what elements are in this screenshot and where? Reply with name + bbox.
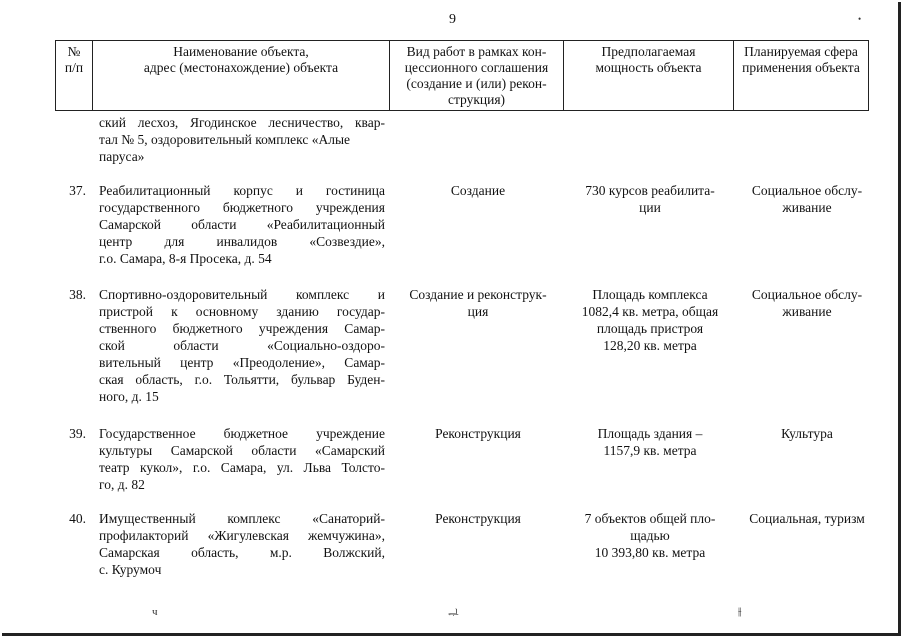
header-col-num: № п/п [56, 41, 93, 111]
row-capacity: Площадь комплекса 1082,4 кв. метра, общая площадь пристроя 128,20 кв. метра [581, 287, 719, 353]
row-object-name: Реабилитационный корпус и гостиница государственного бюджетного учреждения Самарской области «Реабилитационный центр для инвалидов «Созвездие», г.о. Самара, 8-я Просека, д. 54 [99, 183, 385, 266]
header-col-capacity: Предполагаемая мощность объекта [564, 41, 734, 111]
scan-mark: ⫲ [738, 606, 742, 618]
row-work-type: Реконструкция [435, 426, 521, 441]
row-capacity: Площадь здания – 1157,9 кв. метра [597, 426, 703, 458]
row-number: 40. [69, 511, 86, 526]
row-scope: Культура [781, 426, 833, 441]
row-number: 37. [69, 183, 86, 198]
row-work-type: Реконструкция [435, 511, 521, 526]
row-scope: Социальное обслу- живание [751, 287, 863, 319]
scan-mark: ᆗ [448, 609, 459, 621]
header-col-work: Вид работ в рамках кон- цессионного соглашения (создание и (или) рекон- струкция) [390, 41, 564, 111]
row-object-name: Имущественный комплекс «Санаторий- профилакторий «Жигулевская жемчужина», Самарская область, м.р. Волжский, с. Курумоч [99, 511, 385, 577]
row-capacity: 7 объектов общей пло- щадью 10 393,80 кв. метра [584, 511, 716, 560]
row-object-name: Спортивно-оздоровительный комплекс и пристрой к основному зданию государ- ственного бюджетного учреждения Самар- ской области «Социально-оздоро- вительный центр «Преодоление», Самар- ская область, г.о. Тольятти, бульвар Буден- ного, д. 15 [99, 287, 385, 404]
row-work-type: Создание и реконструк- ция [409, 287, 547, 319]
row-object-name: ский лесхоз, Ягодинское лесничество, квар- тал № 5, оздоровительный комплекс «Алые паруса» [99, 115, 385, 164]
row-scope: Социальная, туризм [749, 511, 865, 526]
row-work-type: Создание [450, 183, 506, 198]
row-number: 38. [69, 287, 86, 302]
row-object-name: Государственное бюджетное учреждение культуры Самарской области «Самарский театр кукол», г.о. Самара, ул. Льва Толсто- го, д. 82 [99, 426, 385, 492]
scan-speck: • [858, 14, 862, 24]
scan-mark: ч [152, 606, 158, 618]
row-number: 39. [69, 426, 86, 441]
header-col-scope: Планируемая сфера применения объекта [734, 41, 869, 111]
row-scope: Социальное обслу- живание [751, 183, 863, 215]
header-col-name: Наименование объекта, адрес (местонахождение) объекта [93, 41, 390, 111]
page-number: 9 [449, 12, 456, 27]
table-header [55, 40, 869, 111]
row-capacity: 730 курсов реабилита- ции [585, 183, 715, 215]
